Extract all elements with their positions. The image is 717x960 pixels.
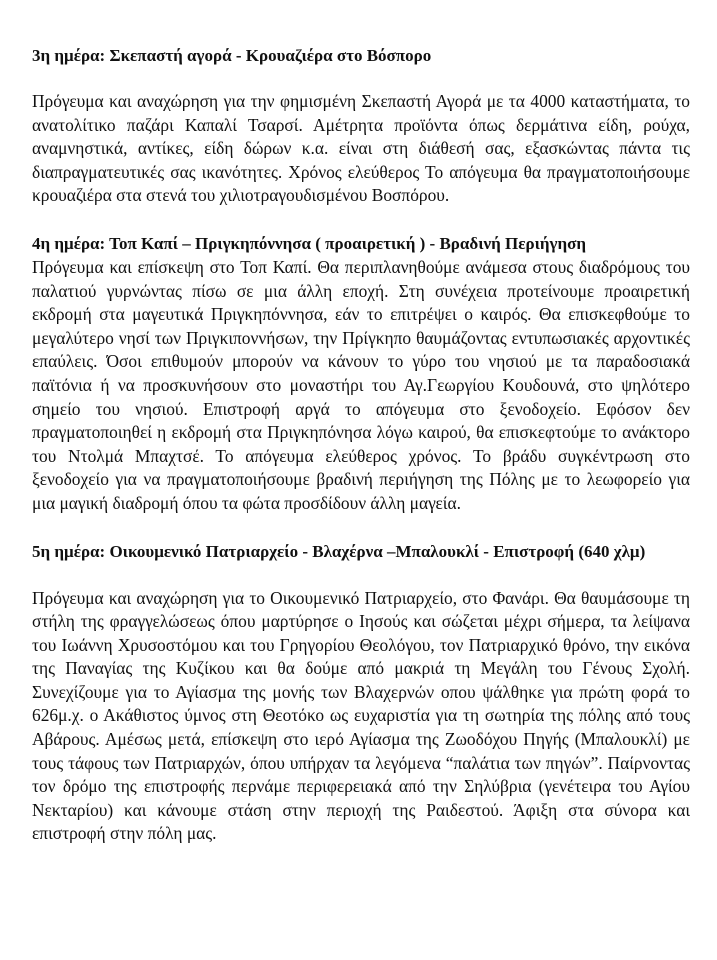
day-4-section: [32, 232, 690, 516]
day-5-description: Πρόγευμα και αναχώρηση για το Οικουμενικό Πατριαρχείο, στο Φανάρι. Θα θαυμάσουμε τη στήλη της φραγγελώσεως όπου μαρτύρησε ο Ιησούς και σώζεται μέχρι σήμερα, τα λείψανα του Ιωάννη Χρυσοστόμου και του Γρηγορίου Θεολόγου, τον Πατριαρχικό θρόνο, την εικόνα της Παναγίας της Κυζίκου και θα δούμε από μακριά τη Μεγάλη του Γένους Σχολή. Συνεχίζουμε για το Αγίασμα της μονής των Βλαχερνών οπου ψάλθηκε για πρώτη φορά το 626μ.χ. ο Ακάθιστος ύμνος στη Θεοτόκο ως ευχαριστία για τη σωτηρία της πόλης από τους Αβάρους. Αμέσως μετά, επίσκεψη στο ιερό Αγίασμα της Ζωοδόχου Πηγής (Μπαλουκλί) με τους τάφους των Πατριαρχών, όπου υπήρχαν τα λεγόμενα “παλάτια των πηγών”. Παίρνοντας τον δρόμο της επιστροφής περνάμε περιφερειακά από την Σηλύβρια (γενέτειρα του Αγίου Νεκταρίου) και κάνουμε στάση στην περιοχή της Ραιδεστού. Άφιξη στα σύνορα και επιστροφή στην πόλη μας.: [32, 587, 690, 844]
day-4-description: Πρόγευμα και επίσκεψη στο Τοπ Καπί. Θα περιπλανηθούμε ανάμεσα στους διαδρόμους του παλατιού γυρνώντας πίσω σε μια άλλη εποχή. Στη συνέχεια προτείνουμε προαιρετική εκδρομή στα μαγευτικά Πριγκηπόννησα, εάν το επιτρέψει ο καιρός. Θα επισκεφθούμε το μεγαλύτερο νησί των Πριγκιποννήσων, την Πρίγκηπο θαυμάζοντας εντυπωσιακές αρχοντικές επαύλεις. Όσοι επιθυμούν μπορούν να κάνουν το γύρο του νησιού με τα παραδοσιακά παϊτόνια ή να προσκυνήσουν στο μοναστήρι του Αγ.Γεωργίου Κουδουνά, στο ψηλότερο σημείο του νησιού. Επιστροφή αργά το απόγευμα στο ξενοδοχείο. Εφόσον δεν πραγματοποιηθεί η εκδρομή στα Πριγκηπόνησα λόγω καιρού, θα επισκεφτούμε το ανάκτορο του Ντολμά Μπαχτσέ. Το απόγευμα ελεύθερος χρόνος. Το βράδυ συγκέντρωση στο ξενοδοχείο για να πραγματοποιήσουμε βραδινή περιήγηση της Πόλης με το λεωφορείο για μια μαγική διαδρομή όπου τα φώτα προσδίδουν άλλη μαγεία.: [32, 256, 690, 513]
day-3-heading: 3η ημέρα: Σκεπαστή αγορά - Κρουαζιέρα στο Βόσπορο: [32, 46, 432, 65]
day-4-heading: 4η ημέρα: Τοπ Καπί – Πριγκηπόννησα ( προαιρετική ) - Βραδινή Περιήγηση: [32, 233, 587, 253]
day-5-section: [32, 540, 690, 847]
day-5-heading: 5η ημέρα: Οικουμενικό Πατριαρχείο - Βλαχέρνα –Μπαλουκλί - Επιστροφή (640 χλμ): [32, 541, 646, 561]
day-3-section: [32, 44, 690, 208]
day-3-description: Πρόγευμα και αναχώρηση για την φημισμένη Σκεπαστή Αγορά με τα 4000 καταστήματα, το ανατολίτικο παζάρι Καπαλί Τσαρσί. Αμέτρητα προϊόντα όπως δερμάτινα είδη, ρούχα, αναμνηστικά, αντίκες, είδη δώρων κ.α. είναι στη διάθεσή σας, εξασκώντας πάντα τις διαπραγματευτικές σας ικανότητες. Χρόνος ελεύθερος Το απόγευμα θα πραγματοποιήσουμε κρουαζιέρα στα στενά του χιλιοτραγουδισμένου Βοσπόρου.: [32, 91, 690, 206]
